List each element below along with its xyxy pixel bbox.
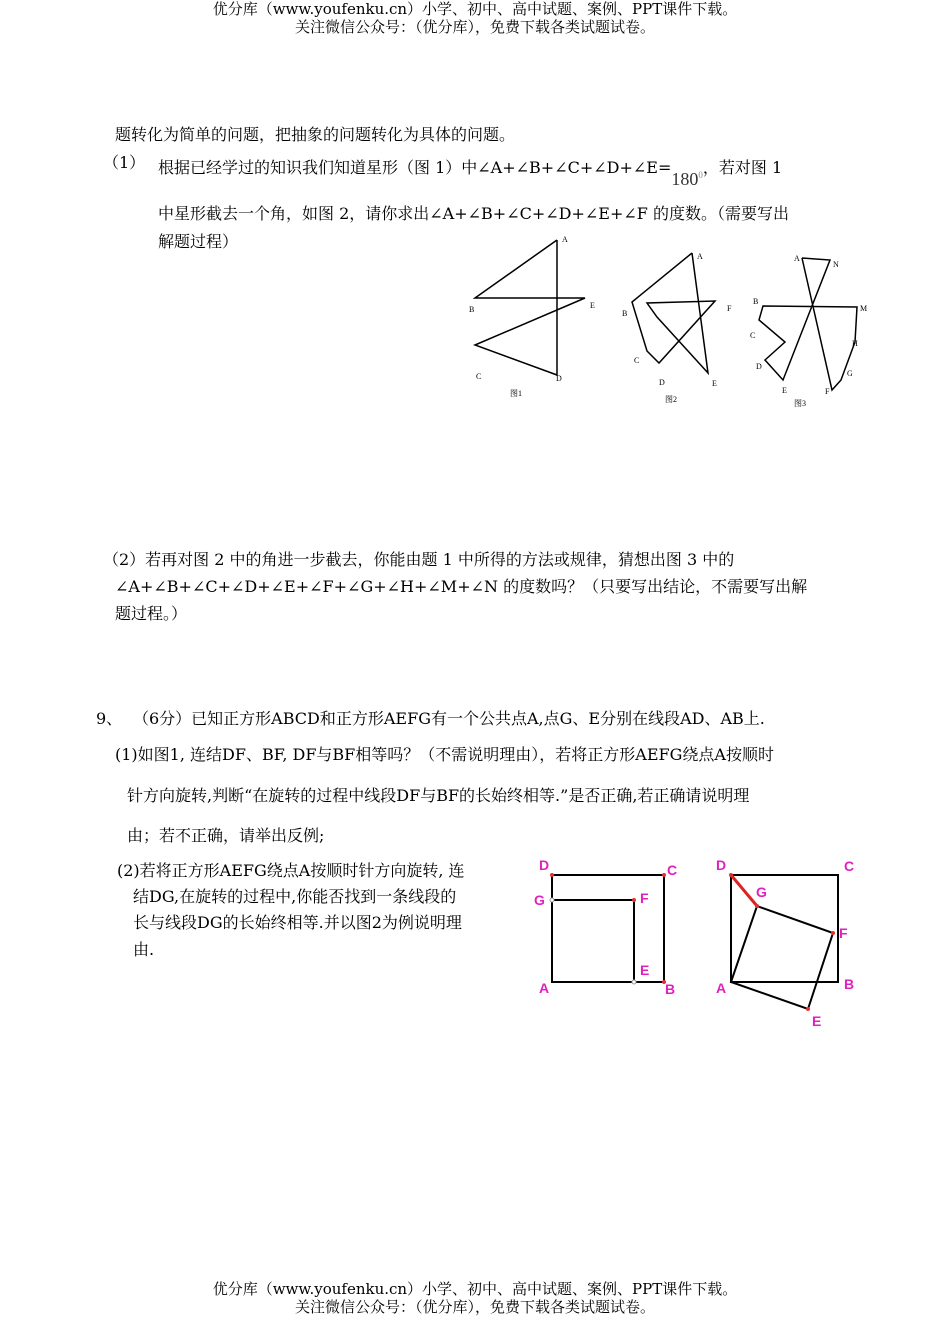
fig1-label-C: C bbox=[476, 372, 482, 381]
figure-3-star-cuts bbox=[745, 248, 875, 413]
q8-part1-number: （1） bbox=[103, 153, 146, 172]
q9-part2-line2: 结DG,在旋转的过程中,你能否找到一条线段的 bbox=[133, 887, 457, 906]
fig1-caption: 图1 bbox=[510, 389, 522, 398]
fig2-label-F: F bbox=[727, 304, 732, 313]
q9f1-label-F: F bbox=[640, 890, 649, 906]
q9f2-label-E: E bbox=[812, 1013, 822, 1029]
footer-line-1: 优分库（www.youfenku.cn）小学、初中、高中试题、案例、PPT课件下载。 bbox=[212, 1280, 738, 1298]
q9-part2-line3: 长与线段DG的长始终相等.并以图2为例说明理 bbox=[133, 913, 462, 932]
q9f2-label-G: G bbox=[756, 884, 767, 900]
fig3-label-B: B bbox=[753, 297, 759, 306]
q9-number: 9、 bbox=[96, 709, 123, 728]
q9-part1-line1: (1)如图1, 连结DF、BF, DF与BF相等吗？（不需说明理由），若将正方形AEFG绕点A按顺时 bbox=[115, 745, 774, 764]
q8-part2-line3: 题过程。） bbox=[115, 604, 188, 623]
fig1-label-A: A bbox=[562, 235, 568, 244]
q8-part1-line1: 根据已经学过的知识我们知道星形（图 1）中$\angle A+\angle B+\angle C+\angle D+\angle E=180^0$，若对图 1 bbox=[158, 158, 783, 189]
q9f1-label-G: G bbox=[534, 892, 545, 908]
fig2-caption: 图2 bbox=[665, 395, 677, 404]
q8-part2-line2: ∠A+∠B+∠C+∠D+∠E+∠F+∠G+∠H+∠M+∠N 的度数吗？（只要写出结论，不需要写出解 bbox=[115, 577, 808, 596]
q9-stem: （6分）已知正方形ABCD和正方形AEFG有一个公共点A,点G、E分别在线段AD、AB上. bbox=[133, 709, 765, 728]
q9-part1-line2: 针方向旋转,判断“在旋转的过程中线段DF与BF的长始终相等.”是否正确,若正确请说明理 bbox=[127, 786, 750, 805]
fig3-label-M: M bbox=[860, 304, 868, 313]
header-line-1: 优分库（www.youfenku.cn）小学、初中、高中试题、案例、PPT课件下载。 bbox=[212, 0, 738, 18]
header-line-2: 关注微信公众号：（优分库），免费下载各类试题试卷。 bbox=[294, 18, 655, 36]
q8-intro: 题转化为简单的问题，把抽象的问题转化为具体的问题。 bbox=[115, 125, 516, 144]
q9-part2-line4: 由. bbox=[133, 940, 155, 959]
fig2-label-A: A bbox=[697, 252, 703, 261]
fig3-label-N: N bbox=[833, 260, 839, 269]
q9f1-label-C: C bbox=[667, 862, 678, 878]
q9f2-label-A: A bbox=[716, 980, 727, 996]
q8-part1-line3: 解题过程） bbox=[158, 232, 239, 251]
fig2-label-B: B bbox=[622, 309, 628, 318]
q8-part1-line2: 中星形截去一个角，如图 2，请你求出∠A+∠B+∠C+∠D+∠E+∠F 的度数。（需要写出 bbox=[158, 204, 789, 223]
q9-part2-line1: (2)若将正方形AEFG绕点A按顺时针方向旋转, 连 bbox=[117, 861, 465, 880]
q9f1-label-A: A bbox=[539, 980, 550, 996]
footer-line-2: 关注微信公众号：（优分库），免费下载各类试题试卷。 bbox=[294, 1298, 655, 1316]
q9-figure-1-squares bbox=[530, 855, 690, 1005]
q9f1-label-D: D bbox=[539, 857, 550, 873]
figure-1-star bbox=[460, 230, 610, 405]
fig1-label-B: B bbox=[469, 305, 475, 314]
q9f1-label-B: B bbox=[665, 981, 676, 997]
fig3-label-E: E bbox=[782, 386, 787, 395]
q9f2-label-B: B bbox=[844, 976, 855, 992]
q9-part1-line3: 由；若不正确，请举出反例; bbox=[127, 826, 325, 845]
fig2-label-E: E bbox=[712, 379, 717, 388]
q9f1-label-E: E bbox=[640, 962, 650, 978]
q8-part2-line1: （2）若再对图 2 中的角进一步截去，你能由题 1 中所得的方法或规律，猜想出图 3 中的 bbox=[103, 550, 735, 569]
fig3-label-C: C bbox=[750, 331, 756, 340]
q9f2-label-C: C bbox=[844, 858, 855, 874]
degree-value: $180^0$ bbox=[671, 169, 703, 189]
fig1-label-D: D bbox=[556, 374, 562, 383]
q9f2-label-D: D bbox=[716, 857, 727, 873]
fig3-label-F: F bbox=[825, 387, 830, 396]
fig2-label-D: D bbox=[659, 378, 665, 387]
q9-figure-2-rotated-squares bbox=[710, 855, 870, 1035]
fig3-label-D: D bbox=[756, 362, 762, 371]
figure-2-star-cut bbox=[615, 245, 745, 410]
q9f2-label-F: F bbox=[839, 925, 848, 941]
fig1-label-E: E bbox=[590, 301, 595, 310]
fig3-label-H: H bbox=[852, 339, 858, 348]
fig3-label-A: A bbox=[794, 254, 800, 263]
fig3-label-G: G bbox=[847, 369, 853, 378]
fig3-caption: 图3 bbox=[794, 399, 806, 408]
fig2-label-C: C bbox=[634, 356, 640, 365]
